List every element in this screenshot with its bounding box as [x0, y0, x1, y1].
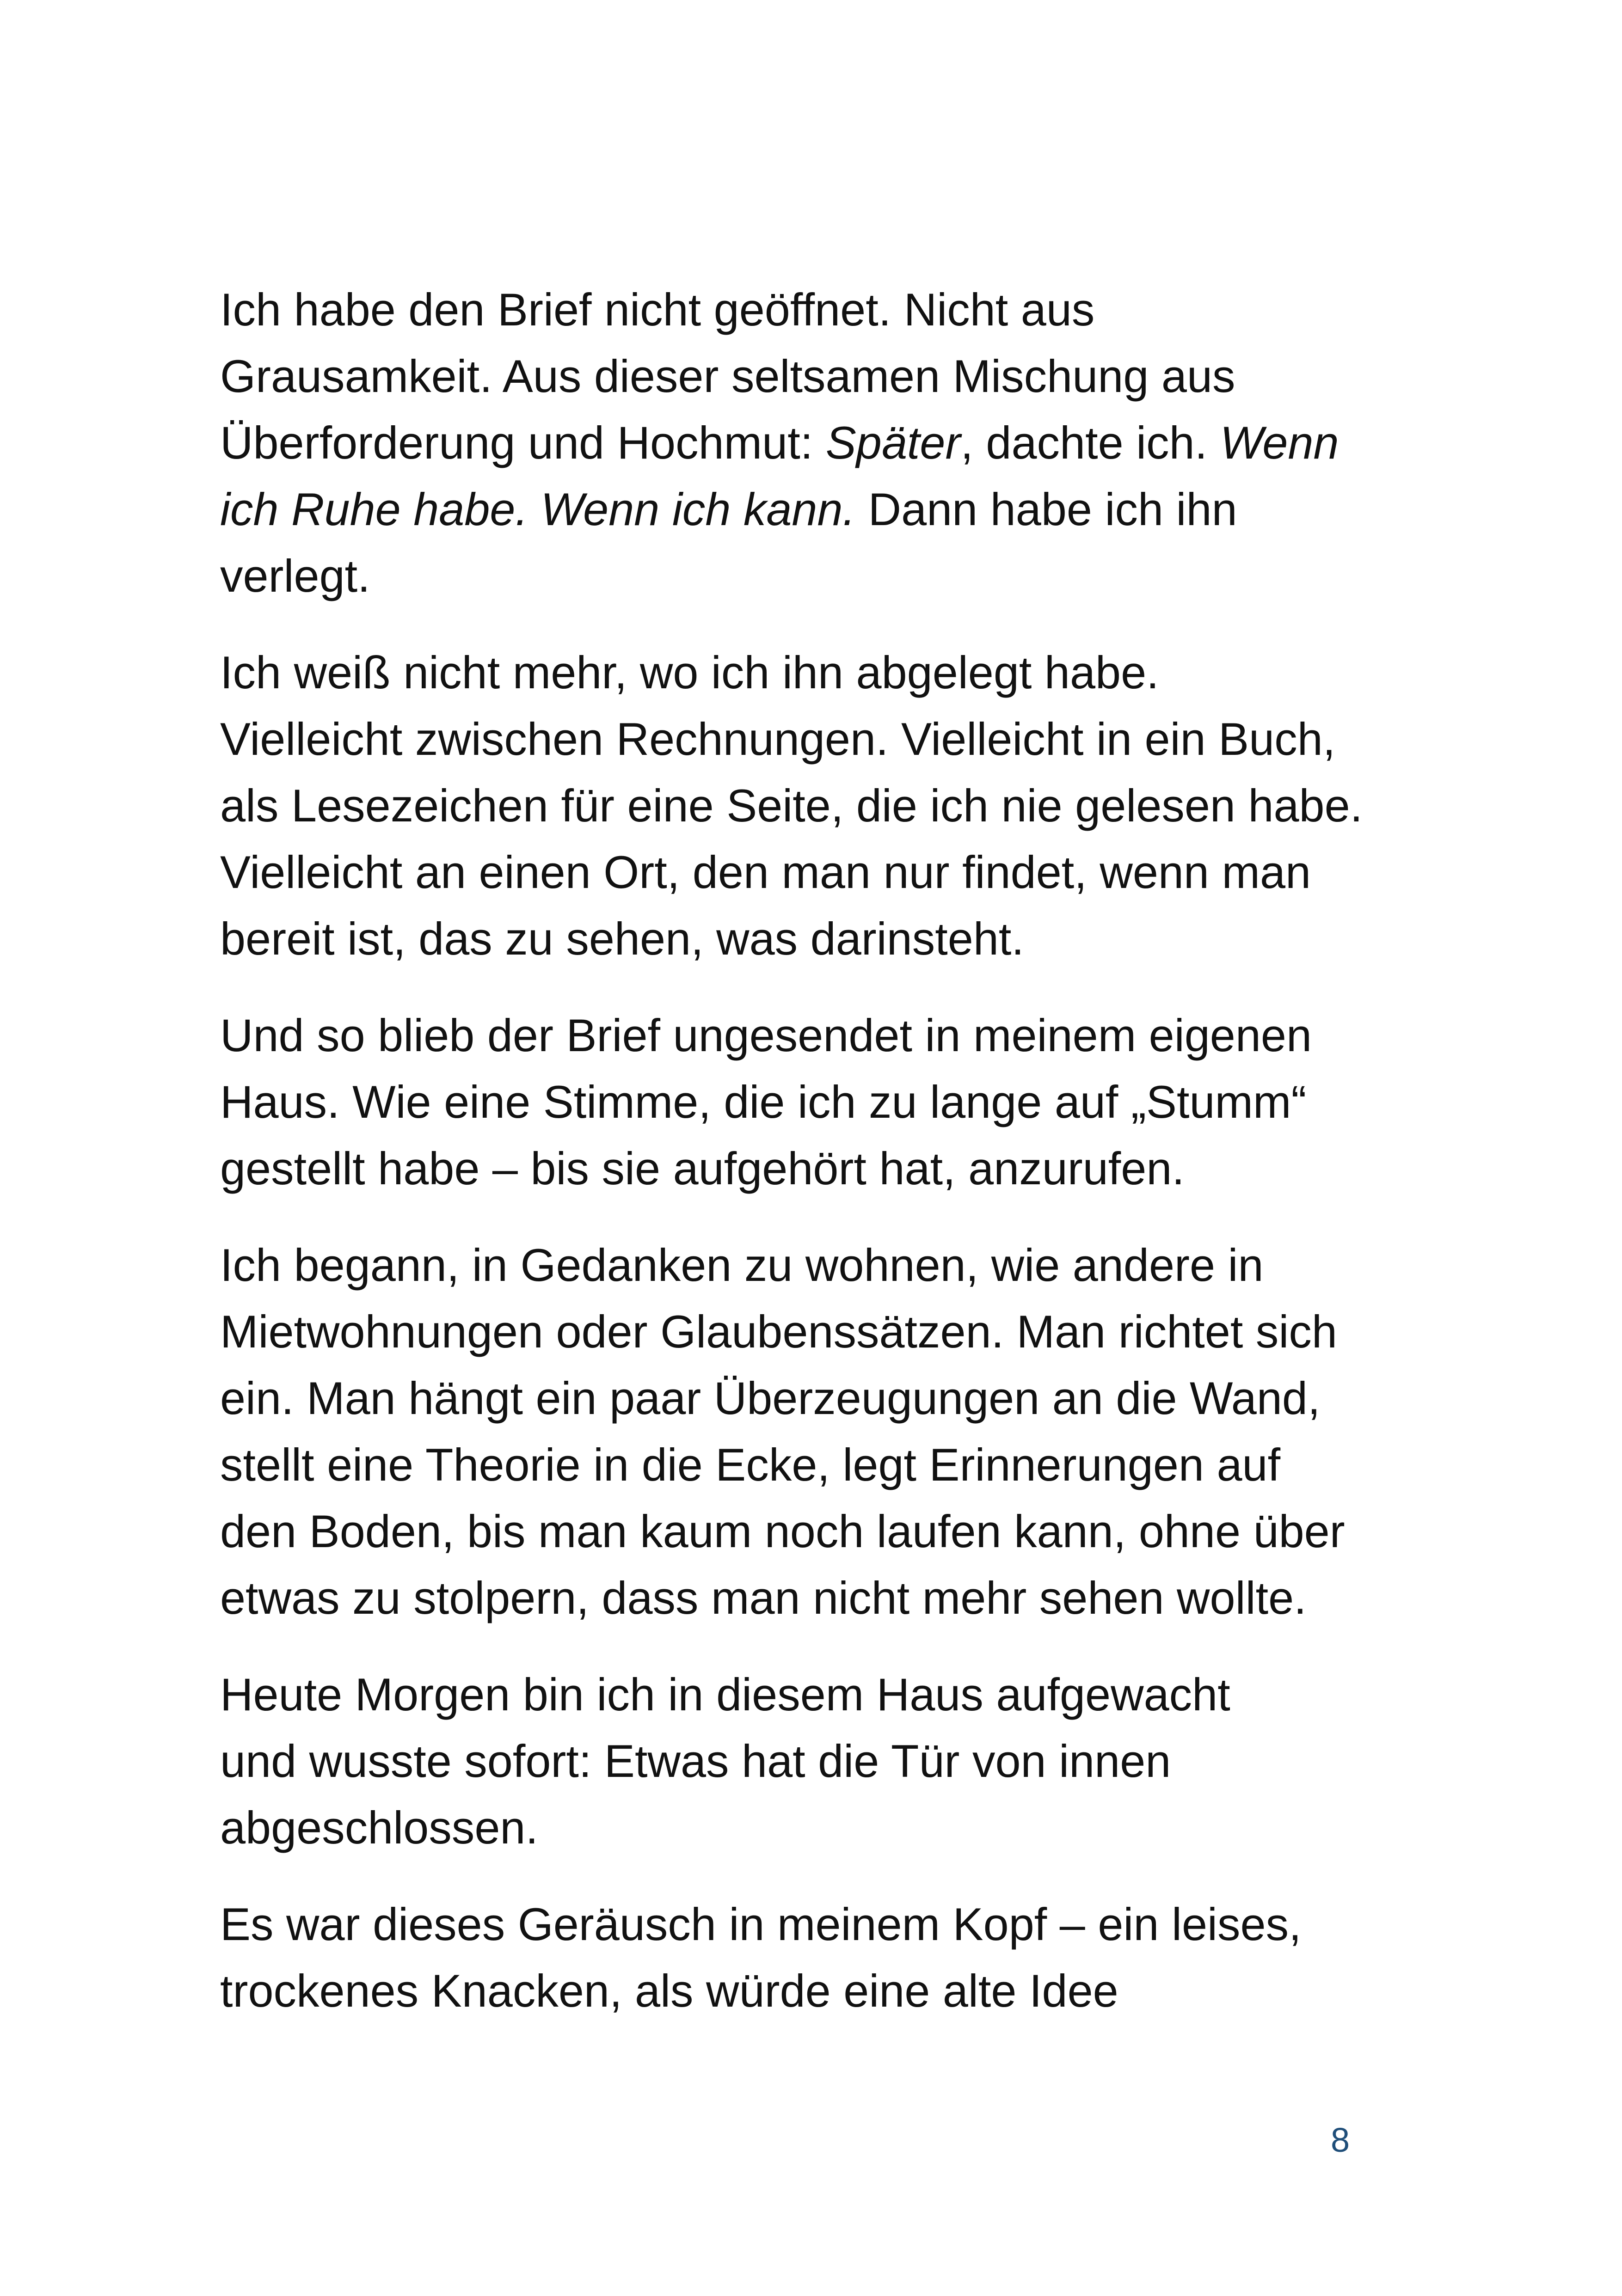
paragraph: [220, 1232, 1404, 1631]
text-segment: stellt eine Theorie in die Ecke, legt Erinnerungen auf: [220, 1439, 1281, 1490]
text-line: [220, 706, 1404, 772]
italic-text: Später: [825, 417, 961, 468]
text-line: [220, 1565, 1404, 1631]
text-line: [220, 1661, 1404, 1728]
text-segment: Vielleicht zwischen Rechnungen. Vielleicht in ein Buch,: [220, 713, 1336, 765]
italic-text: ich Ruhe habe. Wenn ich kann.: [220, 484, 856, 535]
text-line: [220, 1432, 1404, 1498]
italic-text: Wenn: [1220, 417, 1339, 468]
text-segment: verlegt.: [220, 550, 370, 601]
text-line: [220, 543, 1404, 609]
text-line: [220, 839, 1404, 906]
text-segment: bereit ist, das zu sehen, was darinsteht.: [220, 913, 1024, 964]
text-line: [220, 1365, 1404, 1432]
text-line: [220, 1298, 1404, 1365]
text-line: [220, 1891, 1404, 1958]
text-line: [220, 906, 1404, 972]
text-line: [220, 343, 1404, 410]
text-segment: Dann habe ich ihn: [855, 484, 1237, 535]
text-segment: trockenes Knacken, als würde eine alte Idee: [220, 1965, 1118, 2016]
text-line: [220, 1958, 1404, 2024]
text-segment: Überforderung und Hochmut:: [220, 417, 826, 468]
text-line: [220, 476, 1404, 543]
text-segment: , dachte ich.: [960, 417, 1220, 468]
text-segment: Heute Morgen bin ich in diesem Haus aufgewacht: [220, 1669, 1230, 1720]
text-line: [220, 276, 1404, 343]
text-line: [220, 1498, 1404, 1565]
text-segment: Grausamkeit. Aus dieser seltsamen Mischung aus: [220, 350, 1235, 402]
paragraph: [220, 276, 1404, 609]
text-segment: und wusste sofort: Etwas hat die Tür von innen: [220, 1735, 1171, 1787]
text-line: [220, 1069, 1404, 1135]
text-segment: abgeschlossen.: [220, 1802, 538, 1853]
text-segment: ein. Man hängt ein paar Überzeugungen an die Wand,: [220, 1372, 1321, 1424]
text-line: [220, 1232, 1404, 1298]
text-segment: Haus. Wie eine Stimme, die ich zu lange auf „Stumm“: [220, 1076, 1307, 1127]
body-text: [220, 276, 1404, 2054]
text-segment: als Lesezeichen für eine Seite, die ich nie gelesen habe.: [220, 780, 1363, 831]
text-line: [220, 1002, 1404, 1069]
text-line: [220, 639, 1404, 706]
paragraph: [220, 1891, 1404, 2024]
text-segment: Vielleicht an einen Ort, den man nur findet, wenn man: [220, 846, 1311, 898]
paragraph: [220, 1002, 1404, 1202]
text-line: [220, 772, 1404, 839]
text-line: [220, 1794, 1404, 1861]
text-segment: etwas zu stolpern, dass man nicht mehr sehen wollte.: [220, 1572, 1307, 1623]
paragraph: [220, 639, 1404, 972]
text-line: [220, 410, 1404, 476]
text-line: [220, 1135, 1404, 1202]
text-segment: Mietwohnungen oder Glaubenssätzen. Man richtet sich: [220, 1306, 1337, 1357]
text-segment: Ich begann, in Gedanken zu wohnen, wie andere in: [220, 1239, 1264, 1291]
text-segment: gestellt habe – bis sie aufgehört hat, anzurufen.: [220, 1143, 1185, 1194]
text-segment: den Boden, bis man kaum noch laufen kann, ohne über: [220, 1506, 1345, 1557]
text-segment: Es war dieses Geräusch in meinem Kopf – ein leises,: [220, 1898, 1302, 1950]
text-segment: Ich weiß nicht mehr, wo ich ihn abgelegt habe.: [220, 647, 1159, 698]
text-line: [220, 1728, 1404, 1794]
text-segment: Ich habe den Brief nicht geöffnet. Nicht aus: [220, 284, 1095, 335]
page-number: 8: [1331, 2121, 1350, 2159]
text-segment: Und so blieb der Brief ungesendet in meinem eigenen: [220, 1010, 1312, 1061]
paragraph: [220, 1661, 1404, 1861]
